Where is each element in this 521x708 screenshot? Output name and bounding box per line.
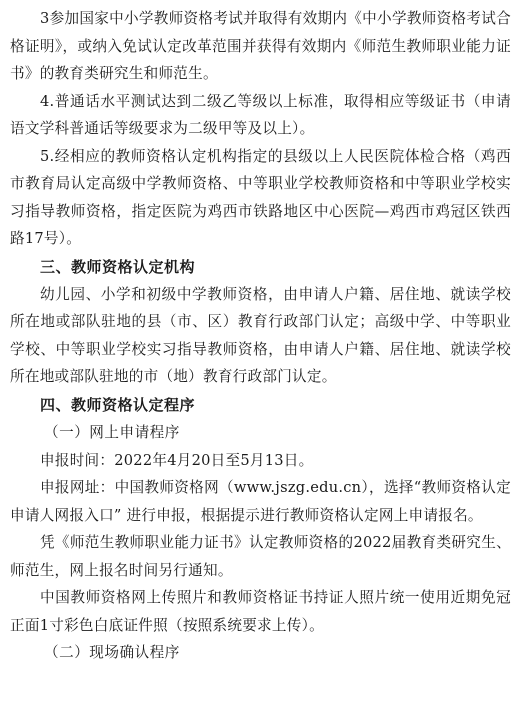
paragraph-condition-3: 3参加国家中小学教师资格考试并取得有效期内《中小学教师资格考试合格证明》，或纳入免试认定改革范围并获得有效期内《师范生教师职业能力证书》的教育类研究生和师范生。 [10, 10, 511, 82]
subheading-onsite-confirmation: （二）现场确认程序 [44, 644, 180, 661]
paragraph-certification-agency: 幼儿园、小学和初级中学教师资格，由申请人户籍、居住地、就读学校所在地或部队驻地的县（市、区）教育行政部门认定；高级中学、中等职业学校、中等职业学校实习指导教师资格，由申请人户籍、居住地、就读学校所在地或部队驻地的市（地）教育行政部门认定。 [10, 285, 511, 385]
paragraph-photo-requirements: 中国教师资格网上传照片和教师资格证书持证人照片统一使用近期免冠正面1寸彩色白底证件照（按照系统要求上传）。 [10, 589, 511, 634]
subheading-online-application: （一）网上申请程序 [44, 423, 180, 441]
section-heading-certification-agency: 三、教师资格认定机构 [40, 257, 196, 276]
paragraph-application-time: 申报时间：2022年4月20日至5月13日。 [40, 451, 314, 469]
paragraph-application-website: 申报网址：中国教师资格网（www.jszg.edu.cn），选择“教师资格认定申请人网报入口” 进行申报，根据提示进行教师资格认定网上申请报名。 [10, 479, 511, 524]
paragraph-condition-4: 4.普通话水平测试达到二级乙等级以上标准，取得相应等级证书（申请语文学科普通话等级要求为二级甲等及以上）。 [10, 92, 511, 137]
paragraph-normal-student-notice: 凭《师范生教师职业能力证书》认定教师资格的2022届教育类研究生、师范生，网上报名时间另行通知。 [10, 534, 511, 579]
section-heading-certification-procedure: 四、教师资格认定程序 [40, 395, 196, 414]
paragraph-condition-5: 5.经相应的教师资格认定机构指定的县级以上人民医院体检合格（鸡西市教育局认定高级中学教师资格、中等职业学校教师资格和中等职业学校实习指导教师资格，指定医院为鸡西市铁路地区中心医院—鸡西市鸡冠区铁西路17号）。 [10, 147, 511, 247]
